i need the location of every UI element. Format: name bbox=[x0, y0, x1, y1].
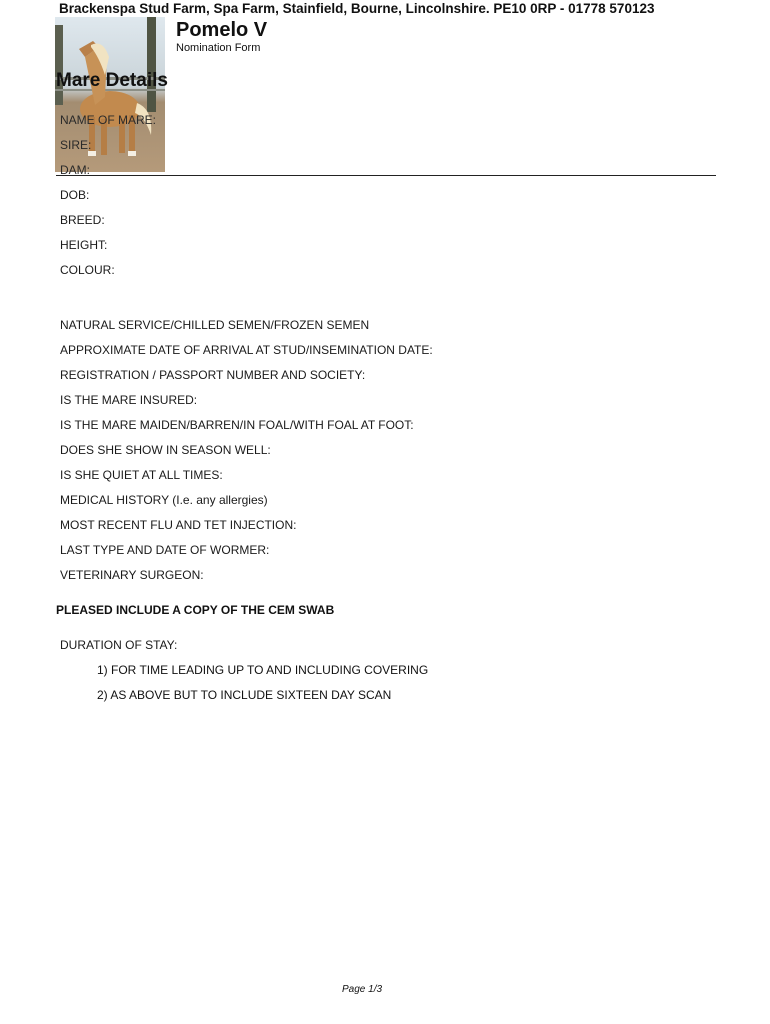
field-wormer: LAST TYPE AND DATE OF WORMER: bbox=[60, 543, 270, 557]
field-insured: IS THE MARE INSURED: bbox=[60, 393, 198, 407]
field-flu-tet: MOST RECENT FLU AND TET INJECTION: bbox=[60, 518, 297, 532]
page-number: Page 1/3 bbox=[342, 984, 383, 995]
field-colour: COLOUR: bbox=[60, 263, 115, 277]
farm-address-header: Brackenspa Stud Farm, Spa Farm, Stainfield, Bourne, Lincolnshire. PE10 0RP - 01778 570123 bbox=[59, 1, 655, 16]
field-quiet: IS SHE QUIET AT ALL TIMES: bbox=[60, 468, 223, 482]
field-arrival-date: APPROXIMATE DATE OF ARRIVAL AT STUD/INSEMINATION DATE: bbox=[60, 343, 433, 357]
field-breed: BREED: bbox=[60, 213, 105, 227]
page-title: Pomelo V bbox=[176, 19, 268, 41]
form-subtitle: Nomination Form bbox=[176, 42, 261, 54]
cem-swab-notice: PLEASED INCLUDE A COPY OF THE CEM SWAB bbox=[56, 603, 335, 617]
field-registration-number: REGISTRATION / PASSPORT NUMBER AND SOCIETY: bbox=[60, 368, 366, 382]
field-medical-history: MEDICAL HISTORY (I.e. any allergies) bbox=[60, 493, 268, 507]
duration-option-2: 2) AS ABOVE BUT TO INCLUDE SIXTEEN DAY SCAN bbox=[97, 688, 392, 702]
field-service-type: NATURAL SERVICE/CHILLED SEMEN/FROZEN SEMEN bbox=[60, 318, 370, 332]
section-divider bbox=[56, 175, 716, 176]
field-height: HEIGHT: bbox=[60, 238, 108, 252]
field-duration-of-stay: DURATION OF STAY: bbox=[60, 638, 178, 652]
field-dam: DAM: bbox=[60, 163, 90, 177]
duration-option-1: 1) FOR TIME LEADING UP TO AND INCLUDING COVERING bbox=[97, 663, 429, 677]
section-heading-mare-details: Mare Details bbox=[56, 70, 168, 91]
field-dob: DOB: bbox=[60, 188, 90, 202]
field-sire: SIRE: bbox=[60, 138, 92, 152]
field-vet: VETERINARY SURGEON: bbox=[60, 568, 204, 582]
field-name-of-mare: NAME OF MARE: bbox=[60, 113, 157, 127]
field-season: DOES SHE SHOW IN SEASON WELL: bbox=[60, 443, 271, 457]
field-mare-status: IS THE MARE MAIDEN/BARREN/IN FOAL/WITH FOAL AT FOOT: bbox=[60, 418, 414, 432]
